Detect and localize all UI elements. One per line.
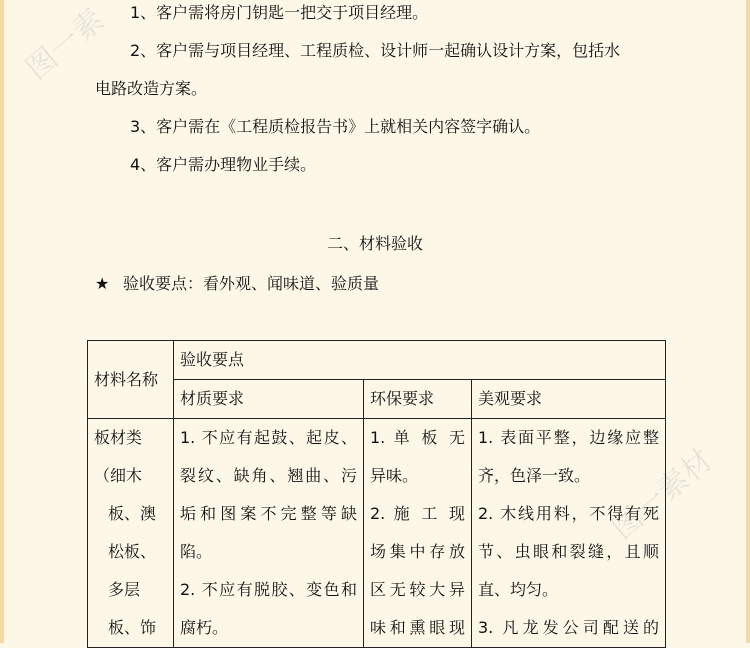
cell-line: 2. 木线用料，不得有死: [478, 504, 659, 523]
cell-line: 板、饰: [108, 618, 157, 637]
table-header-row: [88, 341, 666, 380]
material-requirement-cell: [174, 419, 364, 648]
item-1: 1、客户需将房门钥匙一把交于项目经理。: [130, 3, 429, 22]
item-3: 3、客户需在《工程质检报告书》上就相关内容签字确认。: [130, 117, 541, 136]
cell-line: 异味。: [370, 466, 419, 485]
cell-line: 1. 单 板 无: [370, 428, 465, 447]
header-group: 验收要点: [174, 341, 666, 380]
appearance-requirement-cell: [472, 419, 666, 648]
header-material-name: 材料名称: [88, 341, 174, 419]
column-header: 材质要求: [174, 380, 364, 419]
environment-requirement-cell: [364, 419, 472, 648]
table-subheader-row: [88, 380, 666, 419]
cell-line: 1. 表面平整，边缘应整: [478, 428, 659, 447]
cell-line: 1. 不应有起鼓、起皮、: [180, 428, 357, 447]
cell-line: 味和熏眼现: [370, 618, 465, 637]
cell-line: 3. 凡龙发公司配送的: [478, 618, 659, 637]
cell-line: 多层: [108, 580, 141, 599]
table-row: [88, 419, 666, 648]
star-icon: ★: [95, 274, 110, 293]
column-header: 美观要求: [472, 380, 666, 419]
item-4: 4、客户需办理物业手续。: [130, 155, 317, 174]
cell-line: 腐朽。: [180, 618, 229, 637]
key-point-text: 验收要点：看外观、闻味道、验质量: [123, 274, 380, 293]
cell-line: 直、均匀。: [478, 580, 559, 599]
cell-line: 场集中存放: [370, 542, 465, 561]
cell-line: 垢和图案不完整等缺: [180, 504, 357, 523]
watermark: 图一素材: [605, 442, 720, 547]
cell-line: 松板、: [108, 542, 157, 561]
cell-line: 节、虫眼和裂缝，且顺: [478, 542, 659, 561]
item-2: 2、客户需与项目经理、工程质检、设计师一起确认设计方案，包括水: [130, 41, 621, 60]
cell-line: 区无较大异: [370, 580, 465, 599]
cell-line: 2. 不应有脱胶、变色和: [180, 580, 357, 599]
cell-line: 齐，色泽一致。: [478, 466, 591, 485]
cell-line: 2. 施 工 现: [370, 504, 465, 523]
cell-line: 陷。: [180, 542, 213, 561]
cell-line: 裂纹、缺角、翘曲、污: [180, 466, 357, 485]
material-name-cell: [88, 419, 174, 648]
key-point: [95, 272, 379, 296]
watermark: 图一素: [19, 2, 111, 88]
column-header: 环保要求: [364, 380, 472, 419]
cell-line: 板材类: [94, 428, 143, 447]
material-table: [87, 340, 666, 648]
cell-line: （细木: [94, 466, 143, 485]
cell-line: 板、澳: [108, 504, 157, 523]
section-title: 二、材料验收: [326, 234, 423, 253]
item-2-continued: 电路改造方案。: [95, 79, 208, 98]
